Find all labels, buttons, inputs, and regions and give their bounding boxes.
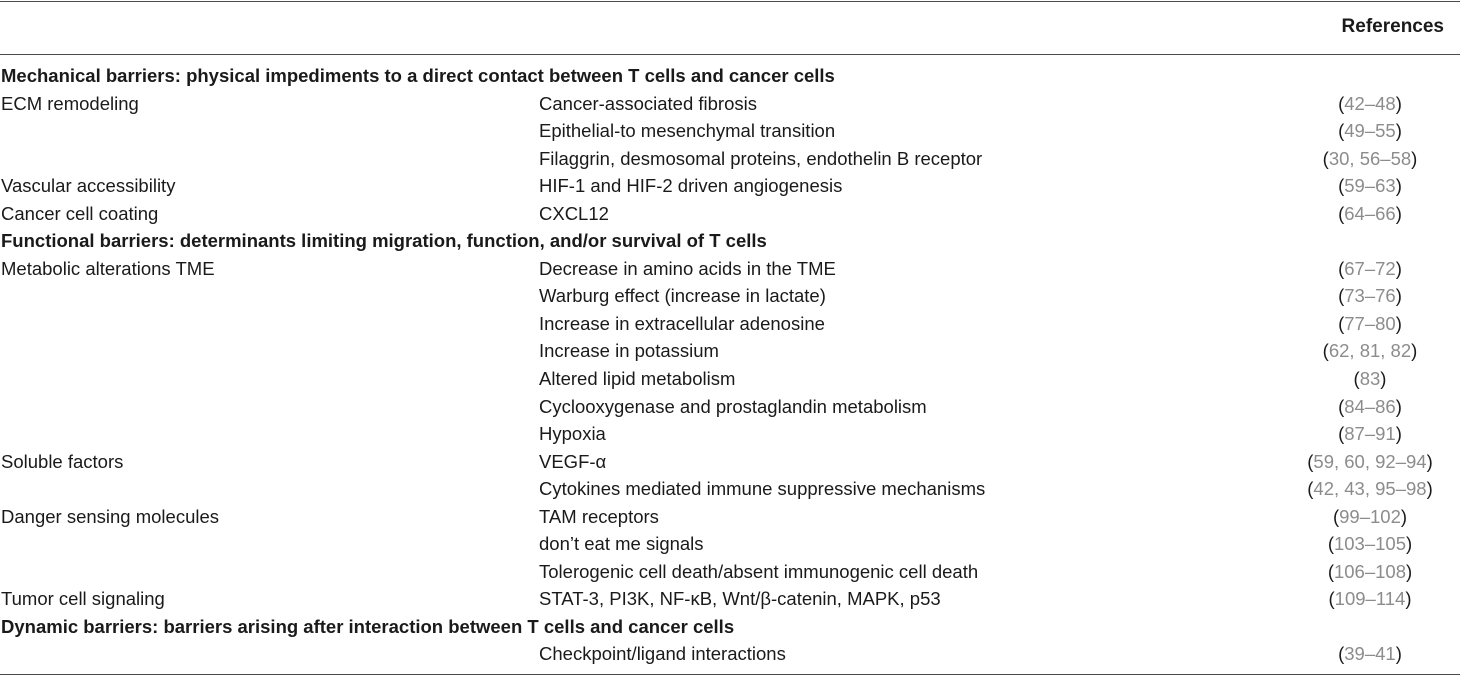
- references-cell: [1280, 172, 1460, 200]
- reference-link[interactable]: 62, 81, 82: [1328, 340, 1412, 362]
- table-row: [0, 337, 1460, 365]
- reference-link[interactable]: 42, 43, 95–98: [1313, 478, 1427, 500]
- open-paren: (: [1322, 340, 1329, 362]
- reference-link[interactable]: 49–55: [1344, 120, 1396, 142]
- open-paren: (: [1307, 478, 1314, 500]
- references-column-header: References: [1341, 16, 1444, 37]
- table-row: [0, 420, 1460, 448]
- barrier-item-cell: TAM receptors: [539, 505, 659, 527]
- table-row: [0, 365, 1460, 393]
- section-heading-row: [0, 62, 1460, 90]
- table-row: [0, 310, 1460, 338]
- reference-link[interactable]: 30, 56–58: [1328, 147, 1412, 169]
- references-cell: [1280, 145, 1460, 173]
- references-cell: [1280, 530, 1460, 558]
- open-paren: (: [1338, 395, 1345, 417]
- table-row: [0, 448, 1460, 476]
- reference-link[interactable]: 59–63: [1344, 175, 1396, 197]
- barrier-item-cell: STAT-3, PI3K, NF-κB, Wnt/β-catenin, MAPK, p53: [539, 588, 941, 610]
- close-paren: ): [1426, 450, 1433, 472]
- section-heading: Dynamic barriers: barriers arising after interaction between T cells and cancer cells: [1, 615, 735, 637]
- barrier-item-cell: Increase in extracellular adenosine: [539, 312, 825, 334]
- open-paren: (: [1338, 285, 1345, 307]
- reference-link[interactable]: 83: [1359, 368, 1381, 390]
- reference-link[interactable]: 106–108: [1333, 560, 1407, 582]
- close-paren: ): [1400, 505, 1408, 527]
- barrier-item-cell: Filaggrin, desmosomal proteins, endothelin B receptor: [539, 147, 983, 169]
- table-row: [0, 255, 1460, 283]
- references-cell: [1280, 255, 1460, 283]
- close-paren: ): [1395, 120, 1402, 142]
- references-cell: [1280, 200, 1460, 228]
- references-cell: [1280, 310, 1460, 338]
- table-row: [0, 200, 1460, 228]
- reference-link[interactable]: 59, 60, 92–94: [1313, 450, 1427, 472]
- category-cell: Metabolic alterations TME: [1, 257, 215, 279]
- section-heading: Functional barriers: determinants limiting migration, function, and/or survival of T cells: [1, 230, 767, 252]
- table-top-rule: [0, 1, 1460, 2]
- references-cell: [1280, 393, 1460, 421]
- category-cell: Danger sensing molecules: [1, 505, 220, 527]
- references-cell: [1280, 448, 1460, 476]
- open-paren: (: [1328, 588, 1335, 610]
- barrier-item-cell: Increase in potassium: [539, 340, 719, 362]
- reference-link[interactable]: 84–86: [1344, 395, 1396, 417]
- reference-link[interactable]: 67–72: [1344, 257, 1396, 279]
- open-paren: (: [1332, 505, 1340, 527]
- table-row: [0, 640, 1460, 668]
- barrier-item-cell: Checkpoint/ligand interactions: [539, 643, 786, 665]
- barrier-item-cell: Hypoxia: [539, 423, 606, 445]
- section-heading-row: [0, 613, 1460, 641]
- table-row: [0, 530, 1460, 558]
- open-paren: (: [1327, 533, 1334, 555]
- references-cell: [1280, 558, 1460, 586]
- category-cell: Cancer cell coating: [1, 202, 159, 224]
- category-cell: ECM remodeling: [1, 92, 139, 114]
- table-row: [0, 585, 1460, 613]
- references-cell: [1280, 90, 1460, 118]
- close-paren: ): [1406, 560, 1413, 582]
- close-paren: ): [1405, 588, 1412, 610]
- open-paren: (: [1338, 202, 1345, 224]
- close-paren: ): [1395, 423, 1402, 445]
- barrier-item-cell: don’t eat me signals: [539, 533, 704, 555]
- close-paren: ): [1411, 340, 1418, 362]
- table-row: [0, 172, 1460, 200]
- close-paren: ): [1395, 285, 1402, 307]
- reference-link[interactable]: 64–66: [1344, 202, 1396, 224]
- barrier-item-cell: Warburg effect (increase in lactate): [539, 285, 826, 307]
- references-cell: [1280, 117, 1460, 145]
- category-cell: Tumor cell signaling: [1, 588, 165, 610]
- references-cell: [1280, 585, 1460, 613]
- header-separator-rule: [0, 54, 1460, 55]
- close-paren: ): [1411, 147, 1418, 169]
- reference-link[interactable]: 39–41: [1344, 643, 1396, 665]
- open-paren: (: [1338, 175, 1345, 197]
- close-paren: ): [1395, 175, 1402, 197]
- barrier-item-cell: CXCL12: [539, 202, 609, 224]
- category-cell: Soluble factors: [1, 450, 124, 472]
- open-paren: (: [1307, 450, 1314, 472]
- barrier-item-cell: HIF-1 and HIF-2 driven angiogenesis: [539, 175, 843, 197]
- close-paren: ): [1380, 368, 1387, 390]
- close-paren: ): [1395, 312, 1402, 334]
- reference-link[interactable]: 73–76: [1344, 285, 1396, 307]
- barrier-item-cell: Cyclooxygenase and prostaglandin metabolism: [539, 395, 927, 417]
- table-row: [0, 90, 1460, 118]
- close-paren: ): [1395, 92, 1402, 114]
- reference-link[interactable]: 103–105: [1333, 533, 1407, 555]
- barrier-item-cell: Cancer-associated fibrosis: [539, 92, 757, 114]
- table-row: [0, 558, 1460, 586]
- open-paren: (: [1338, 643, 1345, 665]
- reference-link[interactable]: 77–80: [1344, 312, 1396, 334]
- open-paren: (: [1322, 147, 1329, 169]
- open-paren: (: [1353, 368, 1360, 390]
- table-row: [0, 117, 1460, 145]
- close-paren: ): [1395, 257, 1402, 279]
- open-paren: (: [1338, 257, 1345, 279]
- open-paren: (: [1338, 92, 1345, 114]
- table-row: [0, 503, 1460, 531]
- reference-link[interactable]: 109–114: [1334, 588, 1406, 610]
- barrier-item-cell: Decrease in amino acids in the TME: [539, 257, 836, 279]
- open-paren: (: [1338, 120, 1345, 142]
- section-heading: Mechanical barriers: physical impediments to a direct contact between T cells and cancer cells: [1, 65, 835, 86]
- table-row: [0, 282, 1460, 310]
- reference-link[interactable]: 42–48: [1344, 92, 1396, 114]
- open-paren: (: [1338, 312, 1345, 334]
- reference-link[interactable]: 99–102: [1339, 505, 1401, 527]
- category-cell: Vascular accessibility: [1, 175, 176, 197]
- barrier-item-cell: Cytokines mediated immune suppressive mechanisms: [539, 478, 986, 500]
- barrier-item-cell: VEGF-α: [539, 450, 607, 472]
- table-row: [0, 475, 1460, 503]
- references-cell: [1280, 282, 1460, 310]
- open-paren: (: [1338, 423, 1345, 445]
- reference-link[interactable]: 87–91: [1344, 423, 1396, 445]
- barrier-item-cell: Tolerogenic cell death/absent immunogenic cell death: [539, 560, 979, 582]
- open-paren: (: [1327, 560, 1334, 582]
- table-row: [0, 393, 1460, 421]
- barrier-item-cell: Epithelial-to mesenchymal transition: [539, 120, 836, 142]
- references-cell: [1280, 640, 1460, 668]
- section-heading-row: [0, 227, 1460, 255]
- close-paren: ): [1395, 395, 1402, 417]
- table-body: [0, 62, 1460, 668]
- table-bottom-rule: [0, 674, 1460, 675]
- references-cell: [1280, 420, 1460, 448]
- close-paren: ): [1406, 533, 1413, 555]
- barrier-item-cell: Altered lipid metabolism: [539, 368, 736, 390]
- references-cell: [1280, 365, 1460, 393]
- references-cell: [1280, 337, 1460, 365]
- close-paren: ): [1395, 202, 1402, 224]
- references-cell: [1280, 475, 1460, 503]
- close-paren: ): [1426, 478, 1433, 500]
- table-row: [0, 145, 1460, 173]
- close-paren: ): [1395, 643, 1402, 665]
- references-cell: [1280, 503, 1460, 531]
